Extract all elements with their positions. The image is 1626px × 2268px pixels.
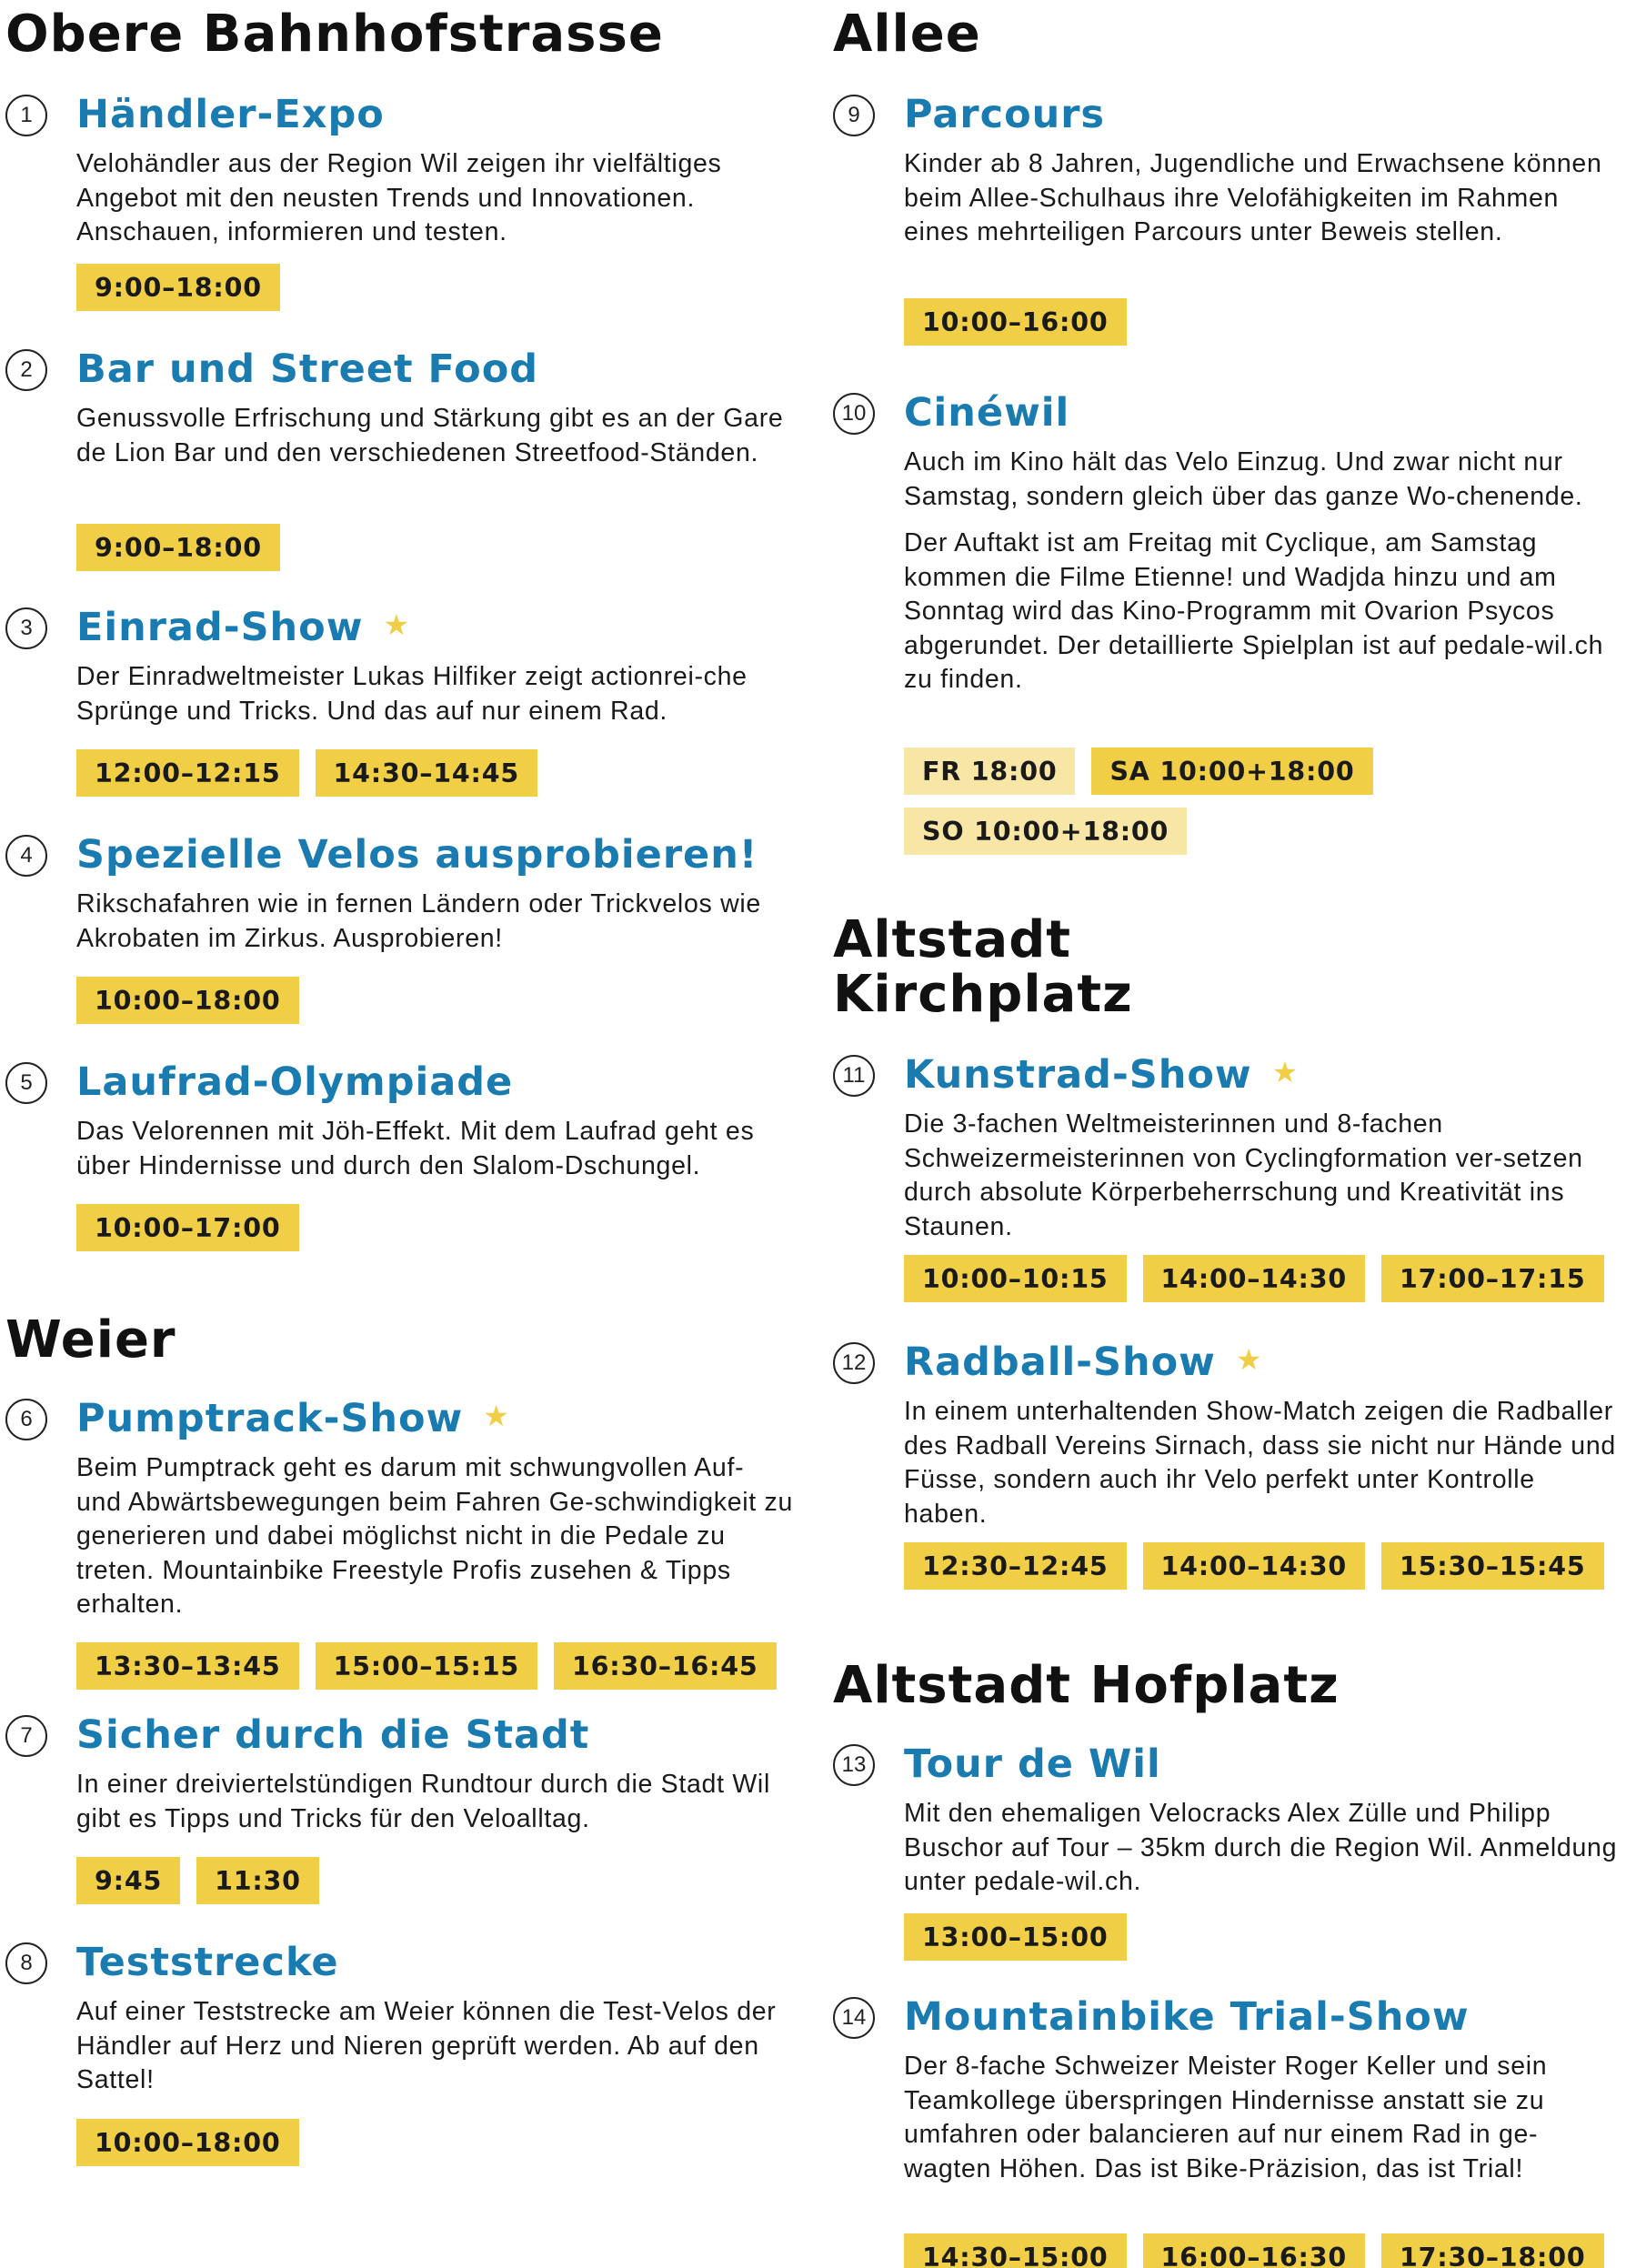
event-number-circle: 5: [5, 1062, 47, 1104]
event-description-paragraph: Der Auftakt ist am Freitag mit Cyclique, am Samstag kommen die Filme Etienne! und Wadjda hinzu und am Sonntag wird das Kino-Programm mit Ovarion Psycos abgerundet. Der detaillierte Spielplan ist auf pedale-wil.ch zu finden.: [904, 528, 1604, 694]
event-description: [76, 147, 795, 250]
time-badge: 15:30–15:45: [1381, 1542, 1604, 1590]
event-description-paragraph: Genussvolle Erfrischung und Stärkung gibt es an der Gare de Lion Bar und den verschiedenen Streetfood-Ständen.: [76, 404, 784, 467]
event-description-paragraph: Kinder ab 8 Jahren, Jugendliche und Erwachsene können beim Allee-Schulhaus ihre Velofähigkeiten im Rahmen eines mehrteiligen Parcours unter Beweis stellen.: [904, 149, 1602, 246]
time-badge: 16:30–16:45: [554, 1642, 777, 1690]
event-description: [904, 1108, 1622, 1244]
event-title: [76, 602, 410, 653]
time-badge: 16:00–16:30: [1143, 2233, 1366, 2268]
event-title-text: Teststrecke: [76, 1940, 339, 1985]
event-times: [76, 749, 795, 797]
event-description: [904, 147, 1622, 250]
event-times: [76, 524, 795, 571]
event-times: [904, 1255, 1622, 1302]
time-badge: 14:30–14:45: [316, 749, 538, 797]
event-description-paragraph: Beim Pumptrack geht es darum mit schwungvollen Auf- und Abwärtsbewegungen beim Fahren Ge-schwindigkeit zu generieren und dabei möglichst nicht in die Pedale zu treten. Mountainbike Freestyle Profis zusehen & Tipps erhalten.: [76, 1453, 794, 1619]
event-title-text: Händler-Expo: [76, 92, 385, 137]
event-title-text: Cinéwil: [904, 390, 1070, 436]
event-title-text: Radball-Show: [904, 1340, 1216, 1385]
event-description: [76, 1768, 795, 1836]
event-description: [76, 660, 795, 728]
event-number-circle: 1: [5, 95, 47, 136]
event-times: [904, 1542, 1622, 1590]
event-number-circle: 12: [833, 1342, 875, 1384]
time-badge: 10:00–18:00: [76, 977, 299, 1024]
event-number-circle: 14: [833, 1997, 875, 2039]
time-badge: FR 18:00: [904, 748, 1075, 795]
event-times: [904, 298, 1622, 346]
star-icon: ★: [1271, 1055, 1300, 1089]
time-badge: 10:00–10:15: [904, 1255, 1127, 1302]
event-description: [904, 2050, 1622, 2186]
event-description: [76, 888, 795, 956]
event-title: [76, 89, 385, 140]
event-description-paragraph: Das Velorennen mit Jöh-Effekt. Mit dem Laufrad geht es über Hindernisse und durch den Slalom-Dschungel.: [76, 1117, 755, 1180]
time-badge: 14:30–15:00: [904, 2233, 1127, 2268]
event-description: [904, 1797, 1622, 1900]
event-description-paragraph: Auch im Kino hält das Velo Einzug. Und zwar nicht nur Samstag, sondern gleich über das ganze Wo-chenende.: [904, 447, 1583, 511]
event-times: [76, 1642, 795, 1690]
event-times: [76, 977, 795, 1024]
event-number-circle: 4: [5, 835, 47, 877]
event-number-circle: 6: [5, 1399, 47, 1440]
event-description-paragraph: Auf einer Teststrecke am Weier können die Test-Velos der Händler auf Herz und Nieren geprüft werden. Ab auf den Sattel!: [76, 1997, 777, 2094]
event-times: [76, 1204, 795, 1251]
event-title-text: Kunstrad-Show: [904, 1052, 1252, 1098]
event-number-circle: 2: [5, 349, 47, 391]
event-number-circle: 7: [5, 1715, 47, 1757]
event-description-paragraph: In einer dreiviertelstündigen Rundtour durch die Stadt Wil gibt es Tipps und Tricks für den Veloalltag.: [76, 1770, 770, 1833]
star-icon: ★: [483, 1399, 510, 1433]
event-title: [904, 1049, 1299, 1100]
event-title: [76, 1393, 510, 1444]
event-number-circle: 13: [833, 1744, 875, 1786]
event-number-circle: 8: [5, 1942, 47, 1984]
event-times: [76, 264, 795, 311]
event-title: [904, 387, 1069, 438]
event-title: [76, 1710, 589, 1761]
event-description: [76, 1995, 795, 2098]
event-description-paragraph: Der 8-fache Schweizer Meister Roger Keller und sein Teamkollege überspringen Hindernisse anstatt sie zu umfahren oder balancieren auf nur einem Rad in ge-wagten Höhen. Das ist Bike-Präzision, das ist Trial!: [904, 2052, 1548, 2183]
time-badge: SA 10:00+18:00: [1091, 748, 1372, 795]
event-description-paragraph: Mit den ehemaligen Velocracks Alex Zülle und Philipp Buschor auf Tour – 35km durch die Region Wil. Anmeldung unter pedale-wil.ch.: [904, 1799, 1618, 1896]
event-description: [904, 1395, 1622, 1531]
event-times: [904, 2233, 1622, 2268]
time-badge: 10:00–16:00: [904, 298, 1127, 346]
event-title: [76, 829, 758, 880]
event-number-circle: 11: [833, 1055, 875, 1097]
event-title-text: Bar und Street Food: [76, 346, 539, 392]
section-title-allee: Allee: [833, 5, 981, 64]
event-title-text: Pumptrack-Show: [76, 1396, 464, 1441]
event-title-text: Parcours: [904, 92, 1106, 137]
time-badge: 14:00–14:30: [1143, 1542, 1366, 1590]
time-badge: 17:00–17:15: [1381, 1255, 1604, 1302]
event-title: [76, 1937, 339, 1988]
event-description-paragraph: Rikschafahren wie in fernen Ländern oder Trickvelos wie Akrobaten im Zirkus. Ausprobieren!: [76, 889, 761, 953]
section-title-altstadt-hofplatz: Altstadt Hofplatz: [833, 1656, 1340, 1715]
event-title: [76, 344, 538, 395]
time-badge: 13:00–15:00: [904, 1913, 1127, 1961]
event-title: [904, 1992, 1470, 2042]
star-icon: ★: [1235, 1342, 1263, 1377]
event-title: [904, 89, 1105, 140]
time-badge: SO 10:00+18:00: [904, 808, 1187, 855]
event-title-text: Einrad-Show: [76, 605, 364, 650]
time-badge: 12:30–12:45: [904, 1542, 1127, 1590]
time-badge: 10:00–18:00: [76, 2119, 299, 2166]
event-title-text: Spezielle Velos ausprobieren!: [76, 832, 758, 878]
event-description-paragraph: In einem unterhaltenden Show-Match zeigen die Radballer des Radball Vereins Sirnach, dass sie nicht nur Hände und Füsse, sondern auch ihr Velo perfekt unter Kontrolle haben.: [904, 1397, 1616, 1529]
time-badge: 11:30: [196, 1857, 319, 1904]
event-number-circle: 9: [833, 95, 875, 136]
event-times: [76, 2119, 795, 2166]
event-description-paragraph: Die 3-fachen Weltmeisterinnen und 8-fachen Schweizermeisterinnen von Cyclingformation ver-setzen durch absolute Körperbeherrschung und Kreativität ins Staunen.: [904, 1109, 1583, 1241]
event-description: [76, 1451, 795, 1622]
time-badge: 10:00–17:00: [76, 1204, 299, 1251]
event-number-circle: 3: [5, 607, 47, 649]
section-title-obere-bahnhofstrasse: Obere Bahnhofstrasse: [5, 5, 664, 64]
event-times: [76, 1857, 795, 1904]
event-title-text: Tour de Wil: [904, 1741, 1161, 1787]
event-description-paragraph: Velohändler aus der Region Wil zeigen ihr vielfältiges Angebot mit den neusten Trends und Innovationen. Anschauen, informieren und testen.: [76, 149, 722, 246]
time-badge: 14:00–14:30: [1143, 1255, 1366, 1302]
time-badge: 13:30–13:45: [76, 1642, 299, 1690]
event-title-text: Laufrad-Olympiade: [76, 1059, 514, 1105]
event-title: [76, 1057, 513, 1108]
time-badge: 17:30–18:00: [1381, 2233, 1604, 2268]
time-badge: 12:00–12:15: [76, 749, 299, 797]
event-description: [76, 1115, 795, 1183]
event-description: [76, 402, 795, 470]
time-badge: 9:00–18:00: [76, 264, 280, 311]
event-description-paragraph: Der Einradweltmeister Lukas Hilfiker zeigt actionrei-che Sprünge und Tricks. Und das auf nur einem Rad.: [76, 662, 748, 726]
time-badge: 9:00–18:00: [76, 524, 280, 571]
star-icon: ★: [383, 607, 411, 642]
event-number-circle: 10: [833, 393, 875, 435]
event-times: [904, 1913, 1622, 1961]
event-title: [904, 1739, 1161, 1790]
section-title-altstadt-kirchplatz: Altstadt Kirchplatz: [833, 910, 1133, 1024]
event-description: [904, 446, 1622, 697]
section-title-weier: Weier: [5, 1310, 176, 1370]
event-times: [904, 748, 1622, 855]
event-title-text: Mountainbike Trial-Show: [904, 1994, 1470, 2040]
event-title-text: Sicher durch die Stadt: [76, 1712, 590, 1758]
event-title: [904, 1337, 1263, 1388]
time-badge: 15:00–15:15: [316, 1642, 538, 1690]
time-badge: 9:45: [76, 1857, 180, 1904]
